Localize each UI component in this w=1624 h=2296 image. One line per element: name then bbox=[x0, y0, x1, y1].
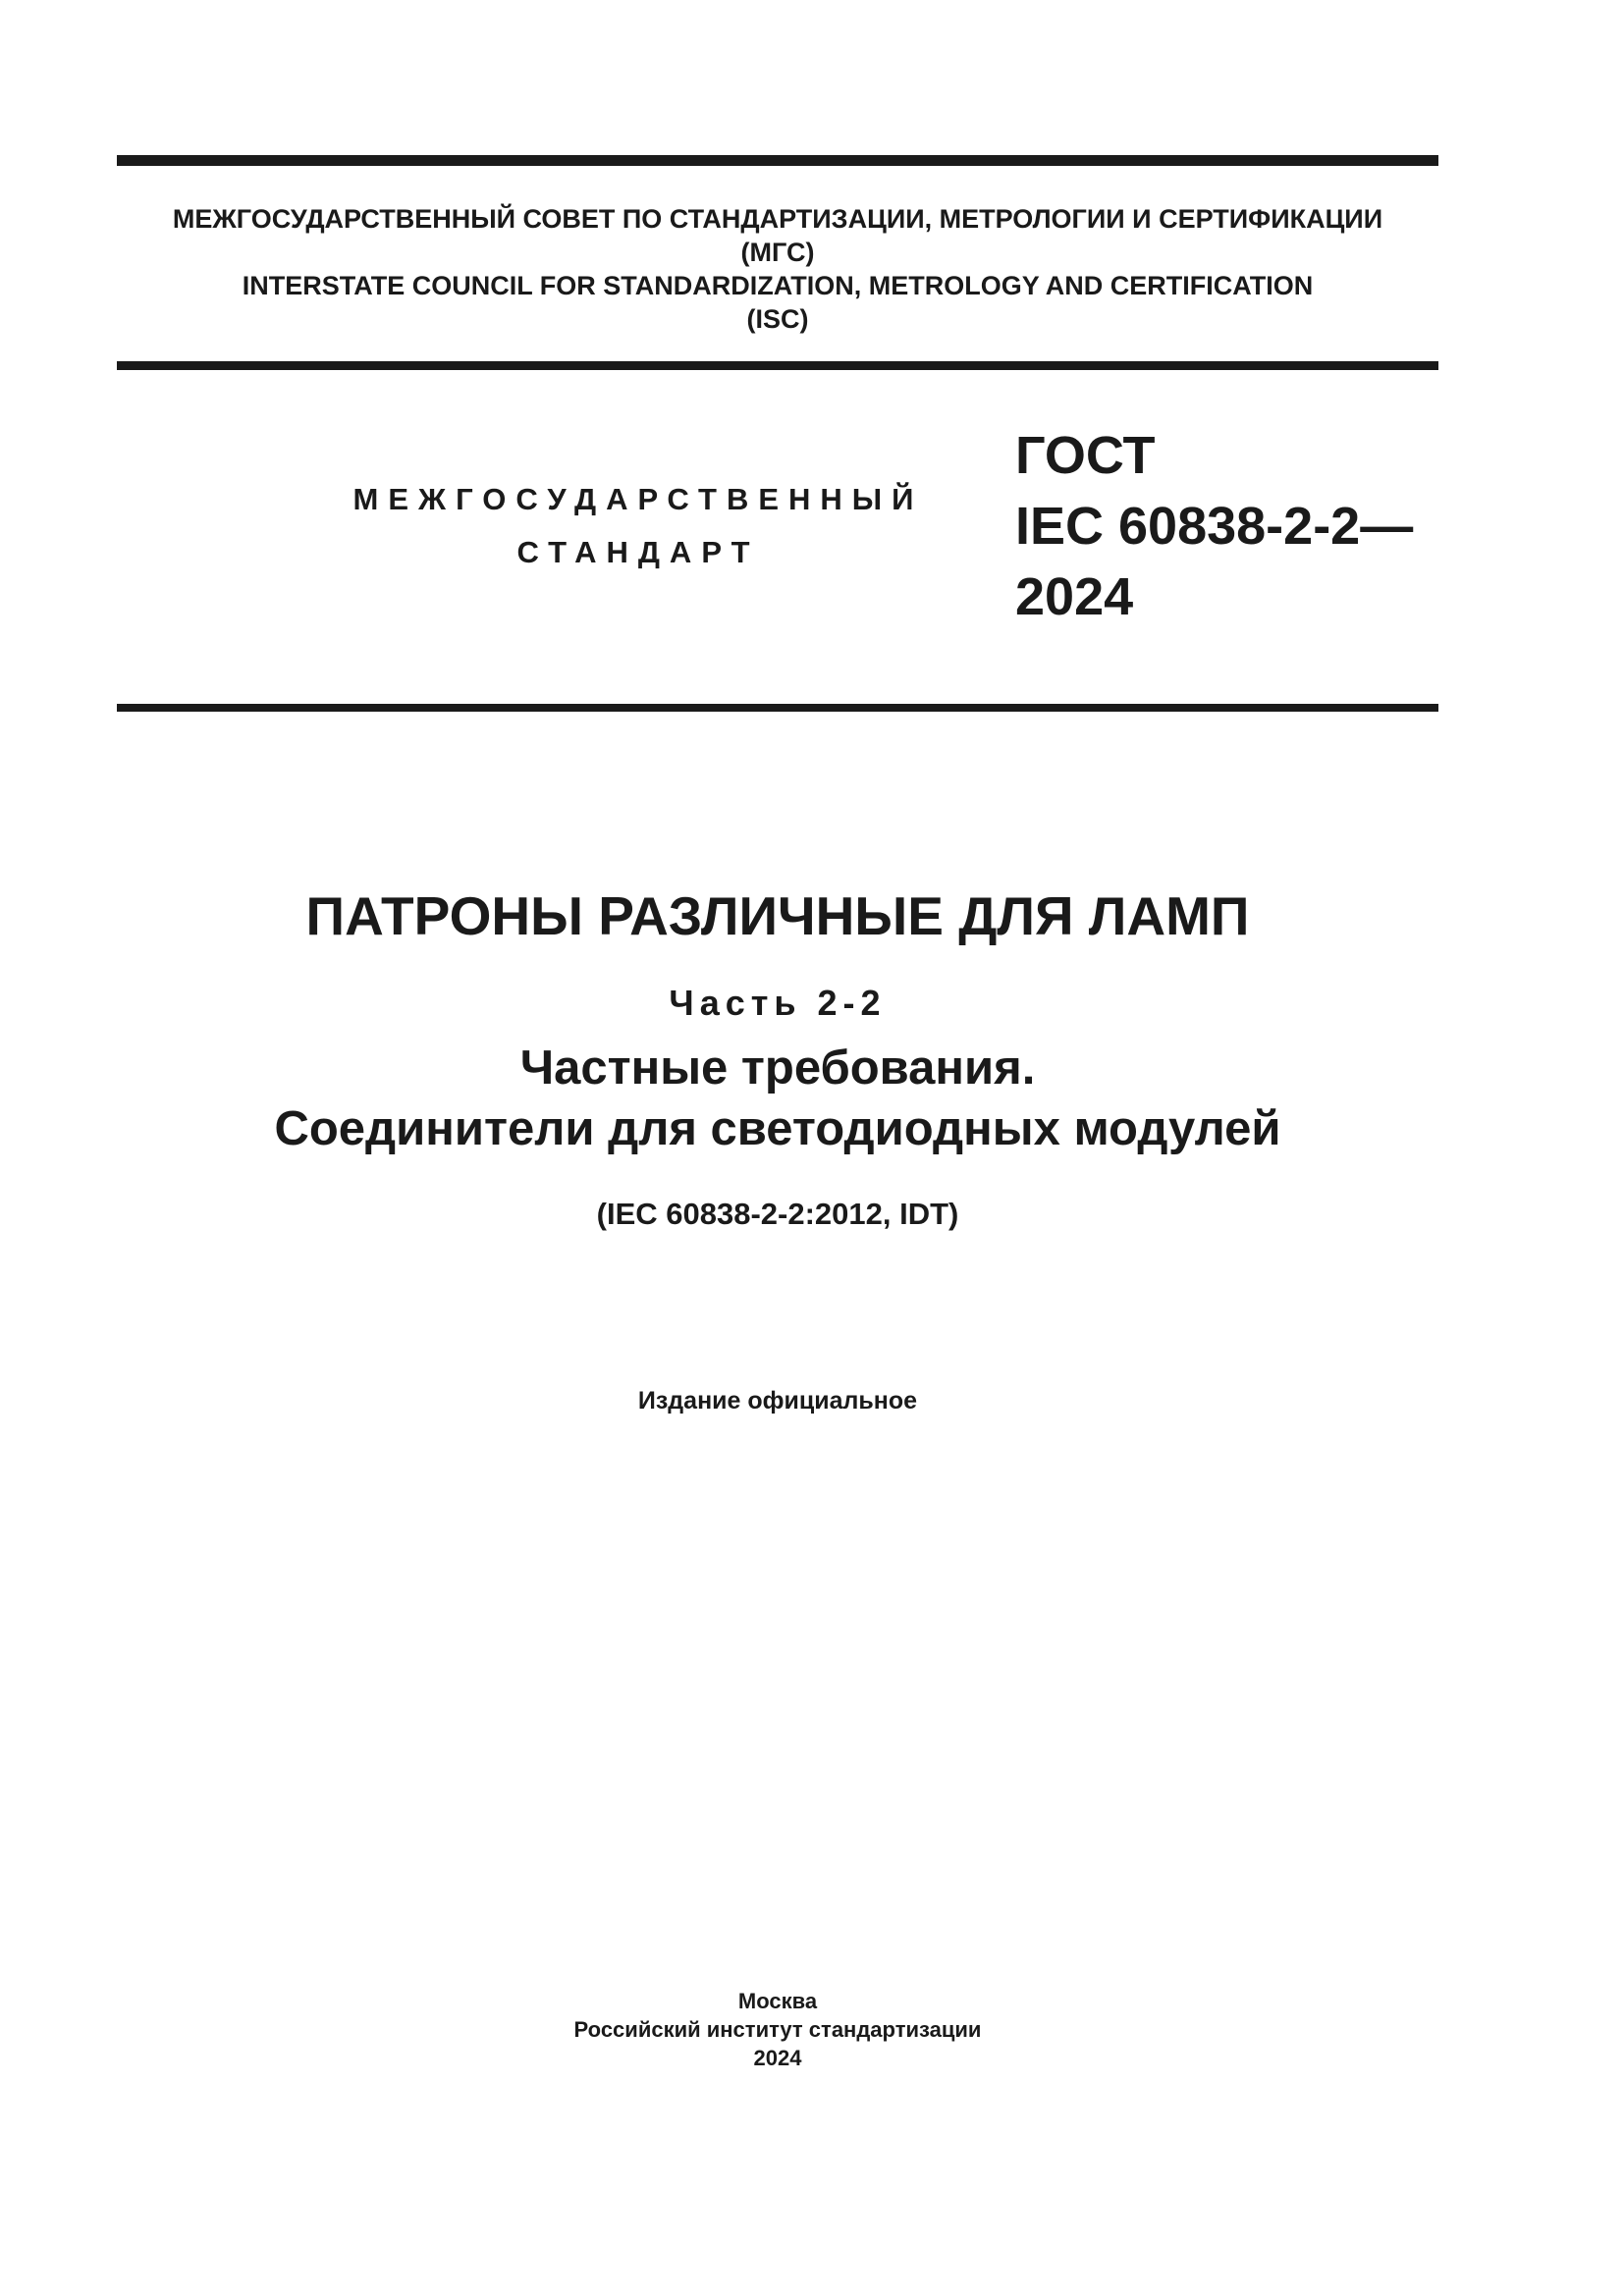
imprint-city: Москва bbox=[737, 1989, 818, 2013]
council-name-en: INTERSTATE COUNCIL FOR STANDARDIZATION, METROLOGY AND CERTIFICATION bbox=[242, 271, 1314, 300]
iec-reference: (IEC 60838-2-2:2012, IDT) bbox=[596, 1197, 959, 1231]
designation-line3: 2024 bbox=[1015, 567, 1134, 626]
council-abbr-en: (ISC) bbox=[746, 304, 809, 334]
standard-designation bbox=[1015, 420, 1413, 632]
council-header bbox=[117, 202, 1438, 336]
standard-kind-line1: МЕЖГОСУДАРСТВЕННЫЙ bbox=[352, 482, 924, 516]
designation-rule bbox=[117, 704, 1438, 712]
document-subtitle bbox=[117, 1038, 1438, 1159]
council-name-ru: МЕЖГОСУДАРСТВЕННЫЙ СОВЕТ ПО СТАНДАРТИЗАЦИИ, МЕТРОЛОГИИ И СЕРТИФИКАЦИИ bbox=[172, 204, 1383, 234]
designation-line2: IEC 60838-2-2— bbox=[1015, 497, 1414, 556]
council-abbr-ru: (МГС) bbox=[740, 238, 815, 267]
standard-kind bbox=[295, 473, 982, 579]
imprint bbox=[117, 1987, 1438, 2072]
designation-line1: ГОСТ bbox=[1015, 426, 1156, 485]
subtitle-line2: Соединители для светодиодных модулей bbox=[274, 1102, 1281, 1155]
subtitle-line1: Частные требования. bbox=[519, 1041, 1036, 1095]
imprint-publisher: Российский институт стандартизации bbox=[573, 2017, 982, 2042]
header-rule bbox=[117, 361, 1438, 370]
document-title: ПАТРОНЫ РАЗЛИЧНЫЕ ДЛЯ ЛАМП bbox=[305, 885, 1250, 946]
part-label: Часть 2-2 bbox=[669, 983, 887, 1023]
edition-note: Издание официальное bbox=[637, 1387, 918, 1415]
top-rule bbox=[117, 155, 1438, 166]
imprint-year: 2024 bbox=[753, 2046, 802, 2070]
standard-kind-line2: СТАНДАРТ bbox=[516, 535, 760, 569]
